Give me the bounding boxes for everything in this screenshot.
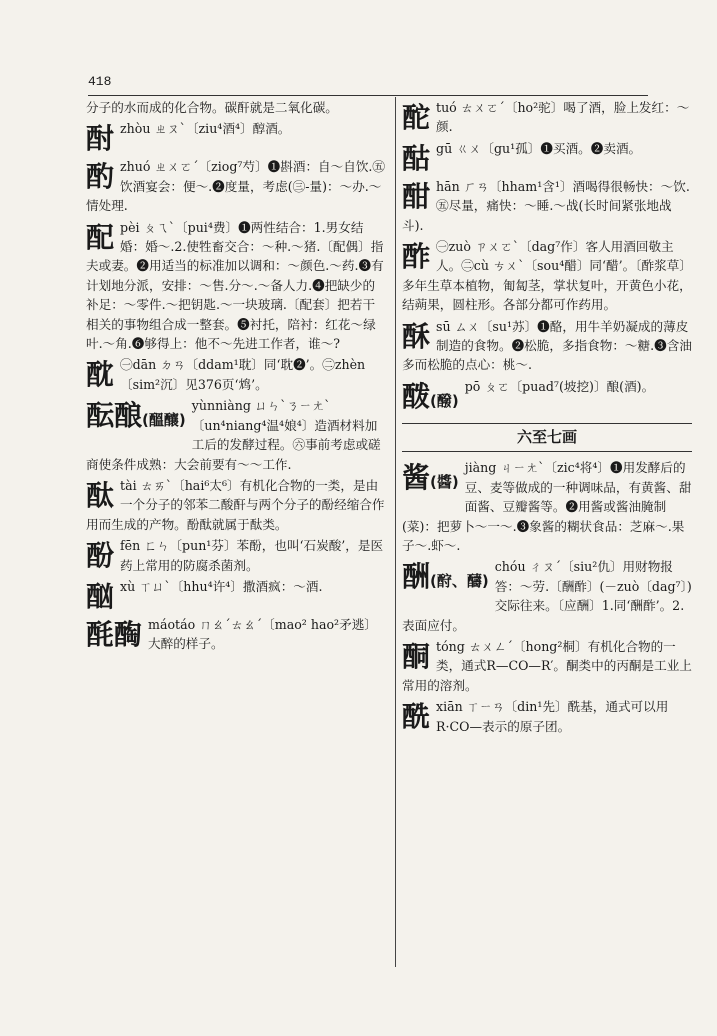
entry-definition: zhòu ㄓㄡˋ〔ziu⁴酒⁴〕醇酒。 [120, 121, 291, 137]
entry-headword [402, 241, 430, 273]
left-column [86, 98, 386, 656]
dictionary-entry [402, 557, 692, 635]
dictionary-entry [86, 98, 386, 117]
headword-text: 酌 [86, 160, 115, 194]
entry-definition: 分子的水而成的化合物。碳酐就是二氧化碳。 [86, 100, 338, 115]
headword-text: 酞 [86, 478, 115, 512]
dictionary-entry [402, 317, 692, 375]
right-column [402, 98, 692, 738]
headword-variant: (酧、醻) [430, 572, 489, 591]
dictionary-entry [402, 139, 692, 175]
dictionary-entry [86, 119, 386, 155]
headword-text: 酡 [402, 101, 431, 134]
dictionary-entry [86, 218, 386, 354]
entry-definition: ㊀zuò ㄗㄨㄛˋ〔dag⁷作〕客人用酒回敬主人。㊁cù ㄘㄨˋ〔sou⁴醋〕同‘醋’。〔酢浆草〕多年生草本植物，匍匐茎，掌状复叶，开黄色小花，结蒴果，圆柱形。各部分都可作药用。 [402, 239, 692, 313]
dictionary-entry [402, 237, 692, 315]
dictionary-entry [402, 637, 692, 695]
headword-text: 酕醄 [86, 617, 143, 651]
entry-definition: jiàng ㄐㄧㄤˋ〔zic⁴将⁴〕❶用发酵后的豆、麦等做成的一种调味品，有黄酱、甜面酱、豆瓣酱等。❷用酱或酱油腌制(菜)：把萝卜～一～.❸象酱的糊状食品：芝麻～.果子～.虾～. [402, 460, 692, 553]
headword-variant: (醞釀) [142, 411, 186, 430]
entry-definition: zhuó ㄓㄨㄛˊ〔ziog⁷芍〕❶斟酒：自～自饮.㊄饮酒宴会：便～.❷度量，考虑(㊂-量)：～办.～情处理. [86, 159, 386, 214]
entry-headword [86, 480, 114, 512]
dictionary-entry [402, 177, 692, 235]
headword-text: 酣 [402, 179, 431, 213]
entry-definition: sū ㄙㄨ〔su¹苏〕❶酪，用牛羊奶凝成的薄皮制造的食物。❷松脆，多指食物：～糖.❸含油多而松脆的点心：桃～. [402, 318, 692, 373]
entry-definition: xiān ㄒㄧㄢ〔din¹先〕酰基，通式可以用R·CO—表示的原子团。 [436, 699, 669, 734]
entry-definition: xù ㄒㄩˋ〔hhu⁴许⁴〕撒酒疯：～酒. [120, 578, 323, 594]
entry-definition: hān ㄏㄢ〔hham¹含¹〕酒喝得很畅快：～饮.㊄尽量，痛快：～睡.～战(长时间紧张地战斗). [402, 178, 690, 233]
entry-headword [86, 161, 114, 193]
entry-headword [86, 359, 114, 391]
entry-definition: tóng ㄊㄨㄥˊ〔hong²桐〕有机化合物的一类，通式R—CO—R′。酮类中的丙酮是工业上常用的溶剂。 [402, 638, 692, 693]
entry-definition: pō ㄆㄛ〔puad⁷(坡挖)〕酿(酒)。 [464, 378, 655, 394]
entry-definition: tài ㄊㄞˋ〔hai⁶太⁶〕有机化合物的一类，是由一个分子的邻苯二酸酐与两个分子的酚经缩合作用而生成的产物。酚酞就属于酞类。 [86, 477, 385, 532]
dictionary-entry [402, 98, 692, 137]
headword-text: 酥 [402, 319, 431, 353]
column-divider [395, 97, 396, 967]
entry-headword [86, 222, 114, 254]
dictionary-entry [86, 615, 386, 654]
header-rule [88, 95, 648, 96]
headword-text: 酚 [86, 539, 115, 573]
entry-headword [402, 701, 430, 733]
entry-headword [86, 581, 114, 613]
headword-text: 配 [86, 220, 115, 254]
entry-headword [402, 143, 430, 175]
headword-text: 酦 [402, 379, 431, 413]
entry-definition: yùnniàng ㄩㄣˋㄋㄧㄤˋ〔un⁴niang⁴温⁴娘⁴〕造酒材料加工后的发酵过程。㊅事前考虑或磋商使条件成熟：大会前要有～～工作. [86, 398, 381, 472]
entry-headword [402, 462, 459, 498]
headword-variant: (醬) [430, 473, 459, 492]
entry-headword [402, 381, 459, 417]
entry-headword [402, 561, 489, 597]
entry-definition: gū ㄍㄨ〔gu¹孤〕❶买酒。❷卖酒。 [436, 140, 642, 156]
dictionary-entry [402, 697, 692, 736]
entry-headword [402, 321, 430, 353]
entry-headword [86, 540, 114, 572]
dictionary-entry [86, 355, 386, 394]
entry-definition: tuó ㄊㄨㄛˊ〔ho²驼〕喝了酒，脸上发红：～颜. [436, 100, 690, 135]
dictionary-entry [86, 476, 386, 534]
entry-definition: fēn ㄈㄣ〔pun¹芬〕苯酚，也叫‘石炭酸’，是医药上常用的防腐杀菌剂。 [120, 538, 384, 573]
entry-headword [402, 181, 430, 213]
entry-headword [86, 619, 142, 651]
dictionary-entry [86, 157, 386, 215]
headword-text: 酖 [86, 358, 115, 392]
dictionary-entry [86, 396, 386, 474]
dictionary-entry [402, 458, 692, 555]
headword-text: 酢 [402, 240, 431, 274]
entry-headword [402, 641, 430, 673]
dictionary-entry [402, 377, 692, 417]
headword-text: 酝酿 [86, 399, 143, 433]
entry-definition: ㊀dān ㄉㄢ〔ddam¹耽〕同‘耽❷’。㊁zhèn〔sim²沉〕见376页‘鸩’。 [120, 357, 366, 392]
entry-headword [86, 123, 114, 155]
headword-text: 酎 [86, 122, 115, 156]
section-heading: 六至七画 [402, 423, 692, 452]
entry-headword [86, 400, 186, 436]
headword-text: 酗 [86, 579, 115, 613]
dictionary-entry [86, 577, 386, 613]
headword-text: 酰 [402, 700, 431, 734]
entry-definition: chóu ㄔㄡˊ〔siu²仇〕用财物报答：～劳.〔酬酢〕(－zuò〔dag⁷〕)交际往来。〔应酬〕1.同‘酬酢’。2.表面应付。 [402, 559, 692, 633]
headword-text: 酬 [402, 560, 431, 594]
headword-text: 酱 [402, 461, 431, 495]
headword-text: 酤 [402, 141, 431, 175]
page-number: 418 [88, 74, 112, 89]
entry-definition: pèi ㄆㄟˋ〔pui⁴费〕❶两性结合：1.男女结婚：婚～.2.使牲畜交合：～种.～猪.〔配偶〕指夫或妻。❷用适当的标准加以调和：～颜色.～药.❸有计划地分派，安排：～售.分～.～备人力.❹把缺少的补足：～零件.～把钥匙.～一块玻璃.〔配套〕把若干相关的事物组合成一整套。❺衬托，陪衬：红花～绿叶.～角.❻够得上：他不～先进工作者，谁～? [86, 219, 384, 352]
headword-text: 酮 [402, 639, 431, 673]
headword-variant: (醱) [430, 391, 459, 410]
entry-definition: máotáo ㄇㄠˊㄊㄠˊ〔mao² hao²矛逃〕大醉的样子。 [148, 616, 377, 652]
entry-headword [402, 102, 430, 134]
dictionary-entry [86, 536, 386, 575]
